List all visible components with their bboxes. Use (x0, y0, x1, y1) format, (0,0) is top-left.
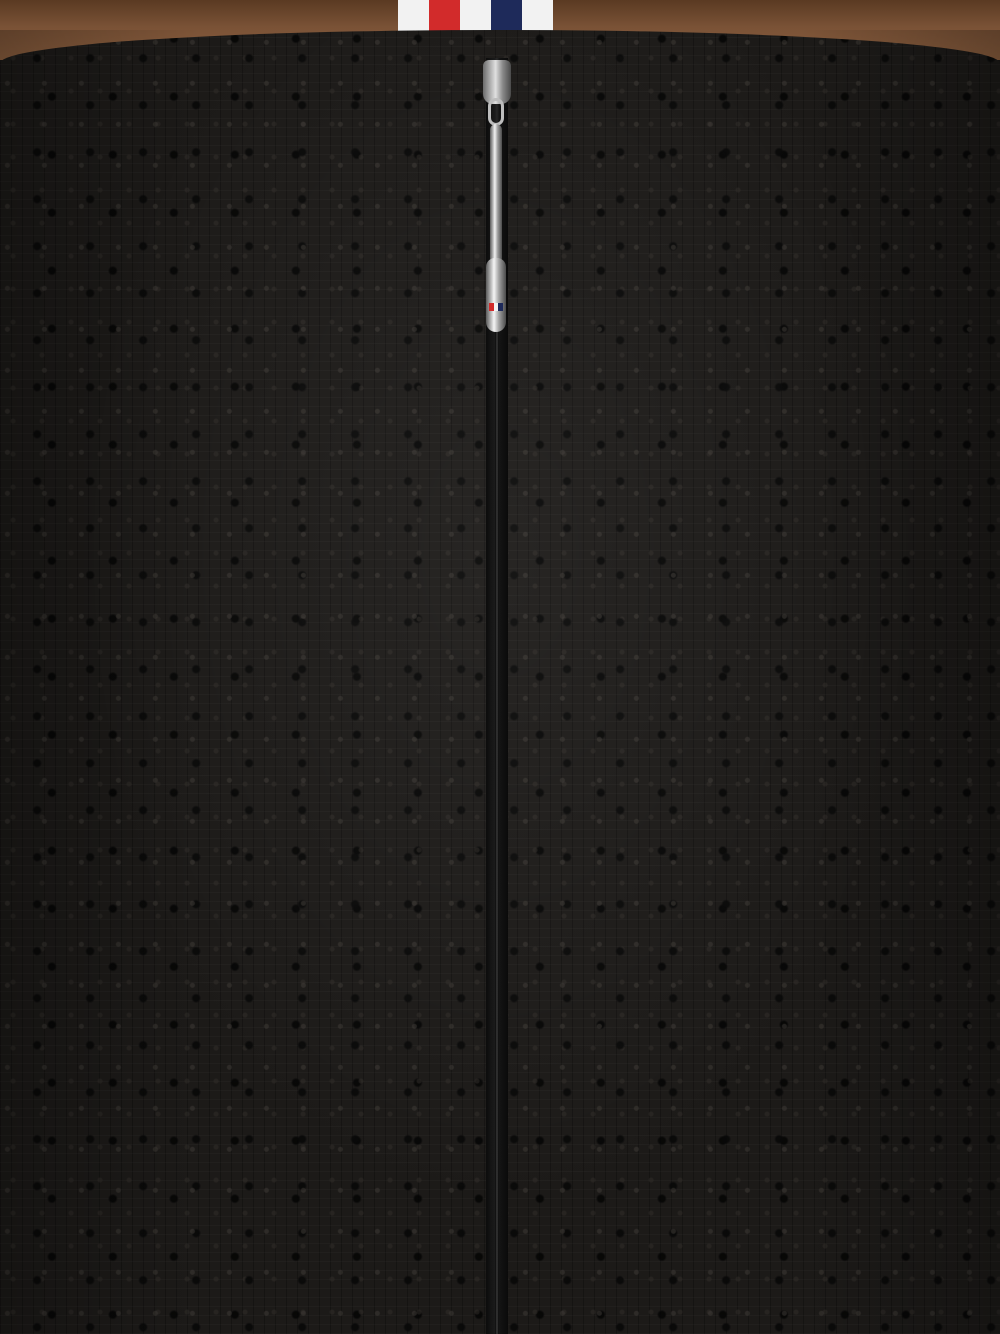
puller-ring (488, 98, 504, 126)
puller-bar (490, 124, 502, 264)
puller-tip (486, 258, 506, 332)
puller-tricolor-band (489, 303, 503, 311)
puller-stripe (498, 303, 503, 311)
zipper-puller (486, 98, 506, 338)
zipper-teeth-line (495, 330, 499, 1334)
